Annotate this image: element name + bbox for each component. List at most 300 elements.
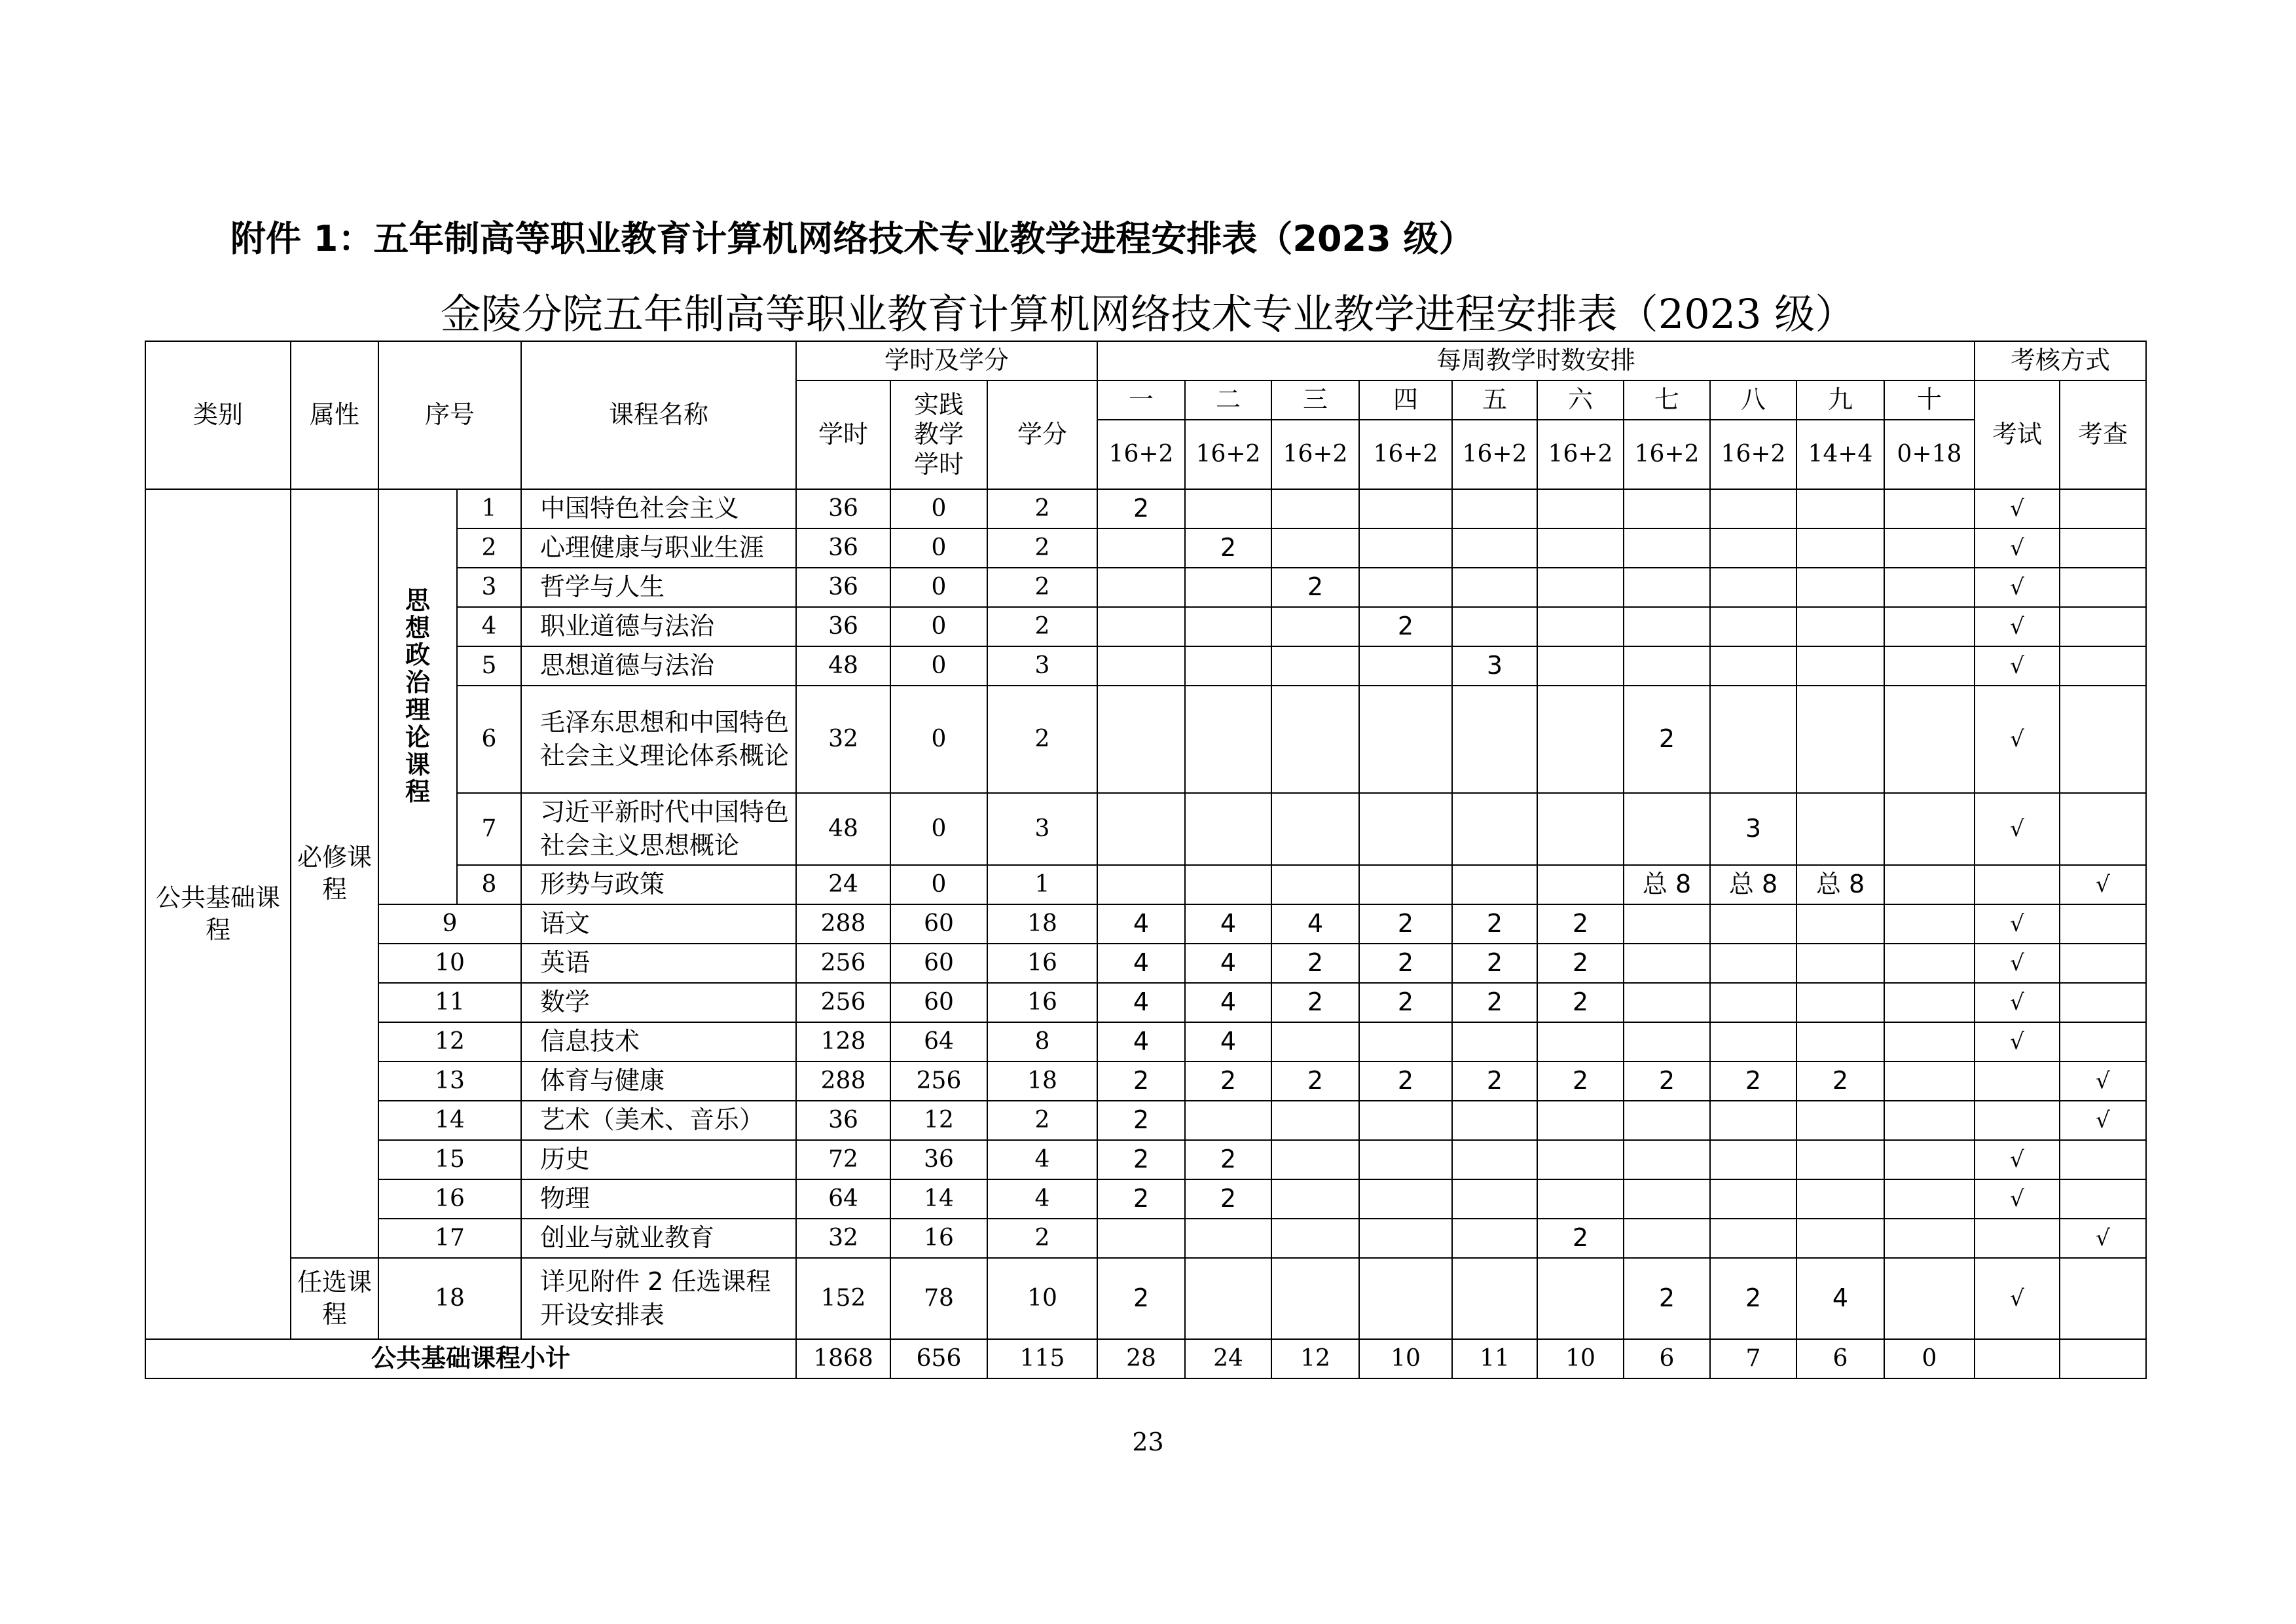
semester-hours-cell xyxy=(1624,1140,1710,1179)
semester-hours-cell: 4 xyxy=(1185,1022,1271,1061)
semester-hours-cell xyxy=(1452,1219,1537,1258)
group-political-label: 思想政治理论课程 xyxy=(405,585,430,807)
course-name: 语文 xyxy=(521,904,796,944)
semester-hours-cell: 4 xyxy=(1185,983,1271,1022)
semester-hours-cell xyxy=(1796,793,1884,865)
semester-hours-cell xyxy=(1710,944,1796,983)
semester-hours-cell: 2 xyxy=(1271,568,1359,607)
practice-hours-cell: 0 xyxy=(890,646,987,686)
course-name: 形势与政策 xyxy=(521,865,796,904)
semester-hours-cell: 2 xyxy=(1359,1061,1452,1101)
hours-cell: 72 xyxy=(796,1140,890,1179)
practice-hours-cell: 14 xyxy=(890,1179,987,1219)
exam-cell: √ xyxy=(1975,607,2060,646)
header-weeks: 16+2 xyxy=(1185,420,1271,489)
semester-hours-cell xyxy=(1097,607,1185,646)
header-semester: 六 xyxy=(1537,380,1624,420)
semester-hours-cell: 3 xyxy=(1452,646,1537,686)
semester-hours-cell xyxy=(1452,686,1537,793)
semester-hours-cell xyxy=(1271,607,1359,646)
exam-cell: √ xyxy=(1975,528,2060,568)
table-row xyxy=(145,1101,2146,1140)
course-name: 数学 xyxy=(521,983,796,1022)
exam-cell: √ xyxy=(1975,568,2060,607)
check-cell xyxy=(2060,489,2146,528)
row-number: 5 xyxy=(457,646,521,686)
header-weeks: 0+18 xyxy=(1884,420,1975,489)
credits-cell: 2 xyxy=(987,1219,1097,1258)
header-assessment: 考核方式 xyxy=(1975,341,2146,380)
table-row xyxy=(145,1061,2146,1101)
header-weeks: 16+2 xyxy=(1271,420,1359,489)
semester-hours-cell xyxy=(1884,983,1975,1022)
semester-hours-cell xyxy=(1271,1022,1359,1061)
header-course-name: 课程名称 xyxy=(521,341,796,489)
semester-hours-cell: 2 xyxy=(1359,904,1452,944)
semester-hours-cell xyxy=(1796,1179,1884,1219)
row-number: 13 xyxy=(378,1061,521,1101)
semester-hours-cell: 2 xyxy=(1097,489,1185,528)
semester-hours-cell xyxy=(1452,1022,1537,1061)
semester-hours-cell xyxy=(1185,1219,1271,1258)
semester-hours-cell xyxy=(1097,865,1185,904)
semester-hours-cell xyxy=(1796,568,1884,607)
semester-hours-cell xyxy=(1796,983,1884,1022)
exam-cell xyxy=(1975,865,2060,904)
semester-hours-cell: 总 8 xyxy=(1710,865,1796,904)
semester-hours-cell xyxy=(1624,1101,1710,1140)
table-row xyxy=(145,983,2146,1022)
semester-hours-cell xyxy=(1271,528,1359,568)
semester-hours-cell xyxy=(1624,793,1710,865)
practice-hours-cell: 60 xyxy=(890,983,987,1022)
exam-cell: √ xyxy=(1975,686,2060,793)
semester-hours-cell xyxy=(1796,528,1884,568)
semester-hours-cell xyxy=(1097,528,1185,568)
semester-hours-cell xyxy=(1624,1219,1710,1258)
semester-hours-cell xyxy=(1097,646,1185,686)
semester-hours-cell: 4 xyxy=(1796,1258,1884,1339)
semester-hours-cell xyxy=(1796,1101,1884,1140)
semester-hours-cell: 2 xyxy=(1097,1179,1185,1219)
semester-hours-cell xyxy=(1359,1258,1452,1339)
semester-hours-cell xyxy=(1710,646,1796,686)
semester-hours-cell xyxy=(1271,1179,1359,1219)
semester-hours-cell: 2 xyxy=(1624,1258,1710,1339)
course-name: 心理健康与职业生涯 xyxy=(521,528,796,568)
semester-hours-cell: 3 xyxy=(1710,793,1796,865)
row-number: 12 xyxy=(378,1022,521,1061)
semester-hours-cell xyxy=(1185,646,1271,686)
hours-cell: 128 xyxy=(796,1022,890,1061)
semester-hours-cell xyxy=(1537,686,1624,793)
semester-hours-cell: 2 xyxy=(1537,1219,1624,1258)
header-category: 类别 xyxy=(145,341,291,489)
semester-hours-cell xyxy=(1271,489,1359,528)
semester-hours-cell: 2 xyxy=(1097,1140,1185,1179)
semester-hours-cell xyxy=(1359,1179,1452,1219)
subtotal-label: 公共基础课程小计 xyxy=(145,1339,796,1378)
semester-hours-cell: 2 xyxy=(1452,944,1537,983)
semester-hours-cell xyxy=(1624,568,1710,607)
semester-hours-cell: 4 xyxy=(1097,1022,1185,1061)
hours-cell: 36 xyxy=(796,607,890,646)
hours-cell: 36 xyxy=(796,1101,890,1140)
check-cell xyxy=(2060,944,2146,983)
row-number: 7 xyxy=(457,793,521,865)
subtotal-check xyxy=(2060,1339,2146,1378)
semester-hours-cell xyxy=(1710,607,1796,646)
semester-hours-cell: 2 xyxy=(1359,607,1452,646)
subtotal-semester-cell: 10 xyxy=(1537,1339,1624,1378)
semester-hours-cell: 4 xyxy=(1097,904,1185,944)
practice-hours-cell: 0 xyxy=(890,568,987,607)
semester-hours-cell xyxy=(1796,686,1884,793)
practice-hours-cell: 60 xyxy=(890,904,987,944)
semester-hours-cell xyxy=(1796,904,1884,944)
subtotal-exam xyxy=(1975,1339,2060,1378)
check-cell xyxy=(2060,983,2146,1022)
hours-cell: 152 xyxy=(796,1258,890,1339)
page-number: 23 xyxy=(1132,1428,1164,1456)
hours-cell: 32 xyxy=(796,1219,890,1258)
exam-cell xyxy=(1975,1061,2060,1101)
semester-hours-cell xyxy=(1884,865,1975,904)
semester-hours-cell xyxy=(1710,983,1796,1022)
course-name: 信息技术 xyxy=(521,1022,796,1061)
check-cell xyxy=(2060,1140,2146,1179)
semester-hours-cell: 4 xyxy=(1097,983,1185,1022)
subtotal-semester-cell: 0 xyxy=(1884,1339,1975,1378)
group-required: 必修课程 xyxy=(291,489,378,1258)
semester-hours-cell xyxy=(1884,1140,1975,1179)
subtotal-semester-cell: 24 xyxy=(1185,1339,1271,1378)
header-weeks: 16+2 xyxy=(1452,420,1537,489)
header-semester: 十 xyxy=(1884,380,1975,420)
semester-hours-cell xyxy=(1271,1101,1359,1140)
semester-hours-cell: 2 xyxy=(1359,944,1452,983)
row-number: 15 xyxy=(378,1140,521,1179)
exam-cell: √ xyxy=(1975,1140,2060,1179)
semester-hours-cell xyxy=(1185,489,1271,528)
semester-hours-cell xyxy=(1624,983,1710,1022)
check-cell: √ xyxy=(2060,1101,2146,1140)
semester-hours-cell xyxy=(1884,1061,1975,1101)
hours-cell: 48 xyxy=(796,646,890,686)
semester-hours-cell: 2 xyxy=(1185,1140,1271,1179)
semester-hours-cell xyxy=(1097,568,1185,607)
semester-hours-cell xyxy=(1185,1101,1271,1140)
semester-hours-cell xyxy=(1710,1179,1796,1219)
semester-hours-cell xyxy=(1185,607,1271,646)
credits-cell: 16 xyxy=(987,983,1097,1022)
subtotal-semester-cell: 28 xyxy=(1097,1339,1185,1378)
course-name: 哲学与人生 xyxy=(521,568,796,607)
hours-cell: 36 xyxy=(796,568,890,607)
semester-hours-cell xyxy=(1359,646,1452,686)
row-number: 6 xyxy=(457,686,521,793)
hours-cell: 32 xyxy=(796,686,890,793)
semester-hours-cell: 2 xyxy=(1537,904,1624,944)
check-cell xyxy=(2060,793,2146,865)
check-cell xyxy=(2060,1258,2146,1339)
semester-hours-cell: 2 xyxy=(1097,1258,1185,1339)
practice-hours-cell: 256 xyxy=(890,1061,987,1101)
header-semester: 二 xyxy=(1185,380,1271,420)
course-name: 历史 xyxy=(521,1140,796,1179)
check-cell: √ xyxy=(2060,1061,2146,1101)
hours-cell: 256 xyxy=(796,983,890,1022)
header-semester: 五 xyxy=(1452,380,1537,420)
practice-hours-cell: 78 xyxy=(890,1258,987,1339)
semester-hours-cell xyxy=(1884,793,1975,865)
semester-hours-cell xyxy=(1185,865,1271,904)
header-weeks: 16+2 xyxy=(1710,420,1796,489)
semester-hours-cell: 2 xyxy=(1185,1061,1271,1101)
group-political xyxy=(378,489,457,904)
semester-hours-cell xyxy=(1359,568,1452,607)
semester-hours-cell xyxy=(1796,489,1884,528)
attachment-title: 附件 1：五年制高等职业教育计算机网络技术专业教学进程安排表（2023 级） xyxy=(230,218,1474,259)
semester-hours-cell: 4 xyxy=(1271,904,1359,944)
semester-hours-cell: 2 xyxy=(1710,1061,1796,1101)
course-name: 物理 xyxy=(521,1179,796,1219)
semester-hours-cell xyxy=(1271,686,1359,793)
exam-cell: √ xyxy=(1975,489,2060,528)
header-weeks: 16+2 xyxy=(1097,420,1185,489)
row-number: 3 xyxy=(457,568,521,607)
credits-cell: 18 xyxy=(987,904,1097,944)
semester-hours-cell xyxy=(1452,607,1537,646)
row-number: 18 xyxy=(378,1258,521,1339)
semester-hours-cell: 2 xyxy=(1537,983,1624,1022)
semester-hours-cell: 2 xyxy=(1537,944,1624,983)
semester-hours-cell xyxy=(1359,1101,1452,1140)
subtotal-semester-cell: 6 xyxy=(1796,1339,1884,1378)
semester-hours-cell: 2 xyxy=(1624,1061,1710,1101)
semester-hours-cell: 总 8 xyxy=(1796,865,1884,904)
header-hours: 学时 xyxy=(796,380,890,489)
exam-cell: √ xyxy=(1975,793,2060,865)
semester-hours-cell xyxy=(1452,1258,1537,1339)
credits-cell: 2 xyxy=(987,1101,1097,1140)
semester-hours-cell xyxy=(1796,607,1884,646)
semester-hours-cell xyxy=(1796,944,1884,983)
semester-hours-cell xyxy=(1452,1101,1537,1140)
semester-hours-cell xyxy=(1884,528,1975,568)
semester-hours-cell xyxy=(1624,646,1710,686)
semester-hours-cell xyxy=(1624,1022,1710,1061)
table-row xyxy=(145,1179,2146,1219)
header-weekly-schedule: 每周教学时数安排 xyxy=(1097,341,1975,380)
semester-hours-cell xyxy=(1624,528,1710,568)
practice-hours-cell: 0 xyxy=(890,607,987,646)
credits-cell: 2 xyxy=(987,607,1097,646)
semester-hours-cell xyxy=(1710,528,1796,568)
header-semester: 三 xyxy=(1271,380,1359,420)
semester-hours-cell xyxy=(1710,489,1796,528)
semester-hours-cell: 2 xyxy=(1452,1061,1537,1101)
semester-hours-cell xyxy=(1710,904,1796,944)
semester-hours-cell xyxy=(1271,646,1359,686)
credits-cell: 18 xyxy=(987,1061,1097,1101)
practice-hours-cell: 12 xyxy=(890,1101,987,1140)
check-cell: √ xyxy=(2060,1219,2146,1258)
semester-hours-cell xyxy=(1537,1140,1624,1179)
semester-hours-cell xyxy=(1537,1022,1624,1061)
semester-hours-cell: 2 xyxy=(1452,983,1537,1022)
practice-hours-cell: 64 xyxy=(890,1022,987,1061)
semester-hours-cell xyxy=(1185,1258,1271,1339)
exam-cell: √ xyxy=(1975,944,2060,983)
subtotal-practice: 656 xyxy=(890,1339,987,1378)
semester-hours-cell xyxy=(1452,489,1537,528)
hours-cell: 256 xyxy=(796,944,890,983)
credits-cell: 8 xyxy=(987,1022,1097,1061)
semester-hours-cell xyxy=(1884,944,1975,983)
practice-hours-cell: 60 xyxy=(890,944,987,983)
semester-hours-cell xyxy=(1884,1101,1975,1140)
table-row xyxy=(145,944,2146,983)
semester-hours-cell xyxy=(1097,686,1185,793)
semester-hours-cell: 4 xyxy=(1097,944,1185,983)
semester-hours-cell xyxy=(1710,1022,1796,1061)
semester-hours-cell: 2 xyxy=(1710,1258,1796,1339)
hours-cell: 288 xyxy=(796,904,890,944)
semester-hours-cell xyxy=(1710,1140,1796,1179)
semester-hours-cell xyxy=(1359,793,1452,865)
semester-hours-cell xyxy=(1537,568,1624,607)
exam-cell: √ xyxy=(1975,646,2060,686)
table-row xyxy=(145,904,2146,944)
semester-hours-cell: 2 xyxy=(1271,983,1359,1022)
semester-hours-cell xyxy=(1537,1179,1624,1219)
semester-hours-cell xyxy=(1185,568,1271,607)
course-name: 中国特色社会主义 xyxy=(521,489,796,528)
hours-cell: 36 xyxy=(796,489,890,528)
semester-hours-cell xyxy=(1537,793,1624,865)
practice-hours-cell: 0 xyxy=(890,528,987,568)
semester-hours-cell: 2 xyxy=(1185,528,1271,568)
semester-hours-cell xyxy=(1359,686,1452,793)
header-seq: 序号 xyxy=(378,341,521,489)
semester-hours-cell xyxy=(1537,1101,1624,1140)
table-title: 金陵分院五年制高等职业教育计算机网络技术专业教学进程安排表（2023 级） xyxy=(440,290,1856,338)
subtotal-row xyxy=(145,1339,2146,1378)
header-weeks: 16+2 xyxy=(1624,420,1710,489)
header-attribute: 属性 xyxy=(291,341,378,489)
semester-hours-cell xyxy=(1271,1258,1359,1339)
semester-hours-cell xyxy=(1185,793,1271,865)
semester-hours-cell xyxy=(1537,528,1624,568)
check-cell xyxy=(2060,646,2146,686)
header-hours-credits: 学时及学分 xyxy=(796,341,1097,380)
practice-hours-cell: 0 xyxy=(890,686,987,793)
semester-hours-cell xyxy=(1537,489,1624,528)
semester-hours-cell xyxy=(1359,528,1452,568)
check-cell xyxy=(2060,1179,2146,1219)
row-number: 8 xyxy=(457,865,521,904)
semester-hours-cell xyxy=(1452,793,1537,865)
hours-cell: 48 xyxy=(796,793,890,865)
row-number: 4 xyxy=(457,607,521,646)
header-credits: 学分 xyxy=(987,380,1097,489)
row-number: 2 xyxy=(457,528,521,568)
semester-hours-cell xyxy=(1710,686,1796,793)
semester-hours-cell xyxy=(1624,1179,1710,1219)
exam-cell: √ xyxy=(1975,904,2060,944)
credits-cell: 4 xyxy=(987,1179,1097,1219)
semester-hours-cell xyxy=(1359,1140,1452,1179)
semester-hours-cell: 2 xyxy=(1271,1061,1359,1101)
header-weeks: 16+2 xyxy=(1537,420,1624,489)
semester-hours-cell xyxy=(1884,1179,1975,1219)
practice-hours-cell: 16 xyxy=(890,1219,987,1258)
row-number: 10 xyxy=(378,944,521,983)
subtotal-semester-cell: 10 xyxy=(1359,1339,1452,1378)
semester-hours-cell: 2 xyxy=(1796,1061,1884,1101)
semester-hours-cell xyxy=(1452,865,1537,904)
practice-hours-cell: 0 xyxy=(890,793,987,865)
semester-hours-cell xyxy=(1624,489,1710,528)
hours-cell: 36 xyxy=(796,528,890,568)
semester-hours-cell xyxy=(1452,528,1537,568)
credits-cell: 16 xyxy=(987,944,1097,983)
table-row xyxy=(145,1219,2146,1258)
semester-hours-cell xyxy=(1884,607,1975,646)
group-category: 公共基础课程 xyxy=(145,489,291,1339)
semester-hours-cell xyxy=(1359,865,1452,904)
table-row xyxy=(145,489,2146,528)
header-semester: 一 xyxy=(1097,380,1185,420)
exam-cell: √ xyxy=(1975,983,2060,1022)
semester-hours-cell: 2 xyxy=(1271,944,1359,983)
exam-cell: √ xyxy=(1975,1179,2060,1219)
semester-hours-cell: 2 xyxy=(1359,983,1452,1022)
course-name: 职业道德与法治 xyxy=(521,607,796,646)
credits-cell: 4 xyxy=(987,1140,1097,1179)
exam-cell: √ xyxy=(1975,1258,2060,1339)
course-name: 详见附件 2 任选课程开设安排表 xyxy=(521,1258,796,1339)
course-name: 体育与健康 xyxy=(521,1061,796,1101)
hours-cell: 64 xyxy=(796,1179,890,1219)
semester-hours-cell xyxy=(1271,793,1359,865)
semester-hours-cell xyxy=(1271,1219,1359,1258)
check-cell xyxy=(2060,1022,2146,1061)
semester-hours-cell xyxy=(1097,1219,1185,1258)
subtotal-semester-cell: 6 xyxy=(1624,1339,1710,1378)
header-semester: 九 xyxy=(1796,380,1884,420)
course-name: 创业与就业教育 xyxy=(521,1219,796,1258)
semester-hours-cell xyxy=(1452,568,1537,607)
semester-hours-cell: 4 xyxy=(1185,904,1271,944)
semester-hours-cell xyxy=(1710,1219,1796,1258)
header-semester: 八 xyxy=(1710,380,1796,420)
semester-hours-cell xyxy=(1097,793,1185,865)
semester-hours-cell: 2 xyxy=(1185,1179,1271,1219)
subtotal-semester-cell: 11 xyxy=(1452,1339,1537,1378)
semester-hours-cell xyxy=(1624,944,1710,983)
check-cell xyxy=(2060,904,2146,944)
course-name: 习近平新时代中国特色社会主义思想概论 xyxy=(521,793,796,865)
table-row xyxy=(145,1258,2146,1339)
header-check: 考查 xyxy=(2060,380,2146,489)
semester-hours-cell xyxy=(1452,1179,1537,1219)
credits-cell: 3 xyxy=(987,646,1097,686)
course-name: 思想道德与法治 xyxy=(521,646,796,686)
practice-hours-cell: 36 xyxy=(890,1140,987,1179)
semester-hours-cell xyxy=(1359,1219,1452,1258)
